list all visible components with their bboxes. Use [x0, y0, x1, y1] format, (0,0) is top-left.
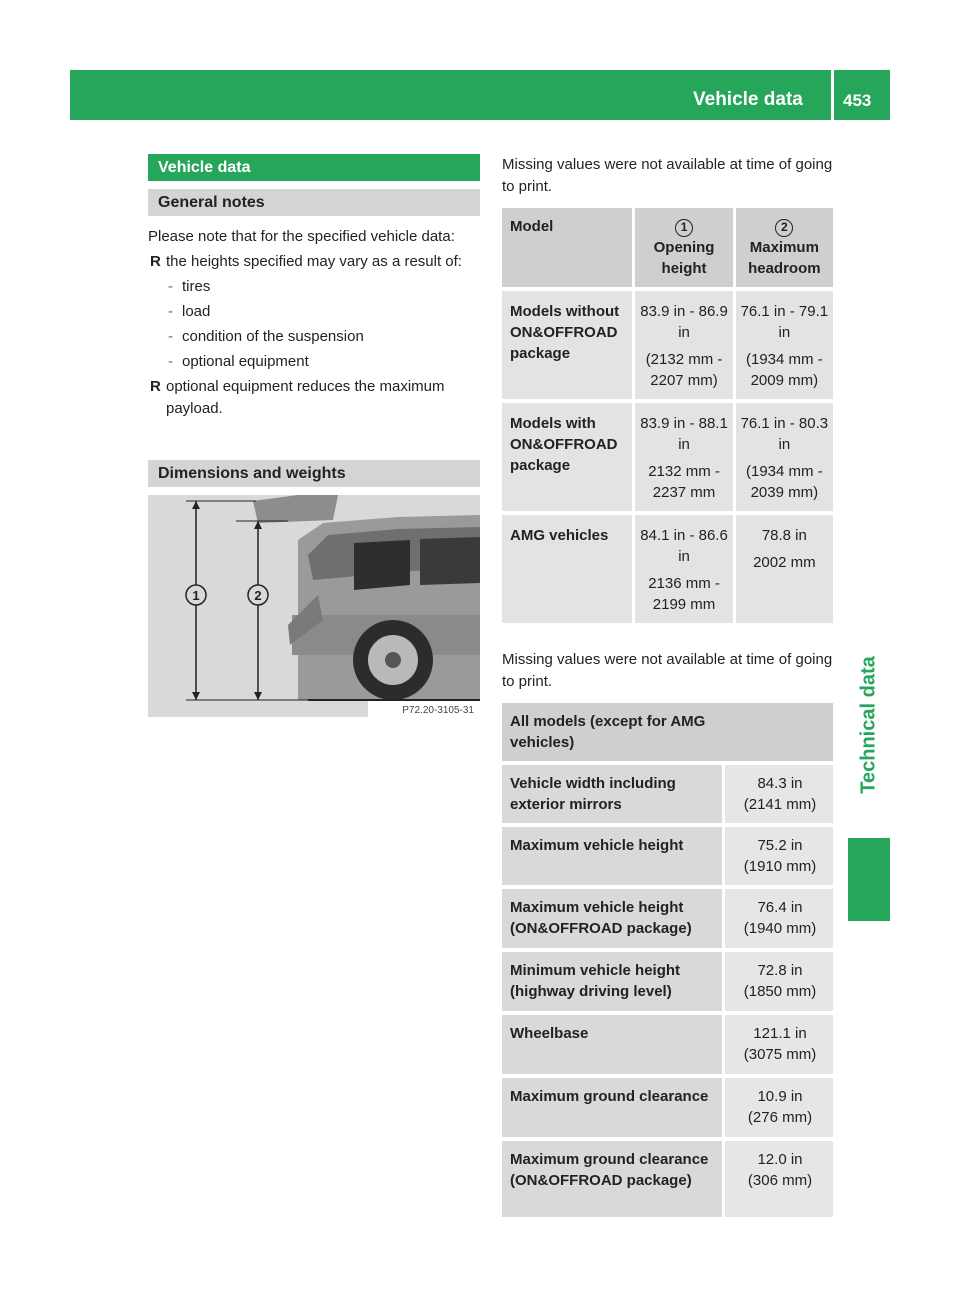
value-in: 84.3 in [757, 775, 803, 792]
general-notes-list [148, 251, 480, 420]
value-mm: (1940 mm) [743, 920, 817, 937]
table-header-label: All models (except for AMG vehicles) [510, 713, 706, 751]
table-header-row [502, 703, 833, 761]
value-in: 121.1 in [753, 1025, 807, 1042]
sub-list-item-text: optional equipment [182, 353, 309, 370]
column-header-opening [632, 208, 732, 287]
sub-list-item [148, 326, 480, 348]
right-column [502, 154, 834, 1217]
table-row [502, 1141, 833, 1217]
table-row [502, 515, 833, 623]
table-row [502, 952, 833, 1011]
table-row [502, 1015, 833, 1074]
headroom-cell [733, 515, 833, 623]
table-header [502, 703, 833, 761]
table-row [502, 765, 833, 823]
vehicle-dimensions-table [502, 703, 833, 1217]
value-mm: 2132 mm - 2237 mm [648, 463, 720, 501]
figure-code: P72.20-3105-31 [402, 705, 474, 716]
table-header-row [502, 208, 833, 287]
sub-list-item [148, 301, 480, 323]
list-item [148, 251, 480, 273]
opening-height-table [502, 208, 833, 623]
dash-marker: - [168, 278, 173, 295]
dimension-value [722, 765, 833, 823]
value-mm: 2136 mm - 2199 mm [648, 575, 720, 613]
dimension-value [722, 1078, 833, 1137]
value-in: 83.9 in - 86.9 in [640, 303, 728, 341]
value-mm: (2141 mm) [743, 796, 817, 813]
model-cell: Models without ON&OFFROAD package [502, 291, 632, 399]
column-header-opening-label: Opening height [653, 239, 715, 277]
table-row [502, 827, 833, 885]
value-mm: (2132 mm - 2207 mm) [645, 351, 723, 389]
value-in: 76.1 in - 80.3 in [740, 415, 829, 453]
dimension-value [722, 1141, 833, 1217]
value-mm: (1910 mm) [743, 858, 817, 875]
bullet-marker: R [150, 378, 161, 395]
marker-2: 2 [254, 588, 262, 603]
left-column [148, 154, 480, 717]
dimension-label: Maximum vehicle height [502, 827, 722, 885]
table-row [502, 1078, 833, 1137]
sub-list-item-text: load [182, 303, 211, 320]
value-in: 76.1 in - 79.1 in [740, 303, 829, 341]
page-header-title: Vehicle data [693, 89, 803, 110]
opening-cell [632, 291, 732, 399]
table-row [502, 889, 833, 948]
value-mm: (1934 mm - 2009 mm) [746, 351, 823, 389]
side-tab-label: Technical data [857, 656, 880, 794]
dash-marker: - [168, 303, 173, 320]
dimension-label: Vehicle width including exterior mirrors [502, 765, 722, 823]
page-number: 453 [843, 91, 872, 110]
marker-1-icon: 1 [675, 219, 693, 237]
dimension-label: Wheelbase [502, 1015, 722, 1074]
dimension-label: Minimum vehicle height (highway driving level) [502, 952, 722, 1011]
vehicle-height-diagram [148, 495, 480, 717]
marker-2-icon: 2 [775, 219, 793, 237]
column-header-headroom-label: Maximum headroom [748, 239, 821, 277]
sub-list-item [148, 276, 480, 298]
dash-marker: - [168, 328, 173, 345]
opening-cell [632, 515, 732, 623]
section-title: Vehicle data [148, 154, 480, 181]
model-cell: AMG vehicles [502, 515, 632, 623]
headroom-cell [733, 403, 833, 511]
table-row [502, 291, 833, 399]
value-mm: (276 mm) [747, 1109, 813, 1126]
model-cell: Models with ON&OFFROAD package [502, 403, 632, 511]
value-in: 75.2 in [757, 837, 803, 854]
column-header-model: Model [502, 208, 632, 287]
value-in: 76.4 in [757, 899, 803, 916]
value-mm: (3075 mm) [743, 1046, 817, 1063]
sub-list-item-text: tires [182, 278, 211, 295]
opening-cell [632, 403, 732, 511]
dash-marker: - [168, 353, 173, 370]
dimension-label: Maximum vehicle height (ON&OFFROAD package) [502, 889, 722, 948]
list-item [148, 376, 480, 420]
sub-list-item-text: condition of the suspension [182, 328, 364, 345]
list-item-text: optional equipment reduces the maximum payload. [166, 378, 445, 417]
value-in: 78.8 in [761, 527, 807, 544]
dimension-value [722, 1015, 833, 1074]
value-mm: (1934 mm - 2039 mm) [746, 463, 823, 501]
table-row [502, 403, 833, 511]
value-in: 72.8 in [757, 962, 803, 979]
general-notes-intro: Please note that for the specified vehicle data: [148, 228, 455, 245]
dimension-value [722, 827, 833, 885]
general-notes-title: General notes [148, 189, 480, 216]
bullet-marker: R [150, 253, 161, 270]
availability-note: Missing values were not available at time of going to print. [502, 651, 833, 690]
dimension-value [722, 952, 833, 1011]
list-item-text: the heights specified may vary as a result of: [166, 253, 462, 270]
value-in: 84.1 in - 86.6 in [640, 527, 728, 565]
sub-list-item [148, 351, 480, 373]
availability-note: Missing values were not available at time of going to print. [502, 156, 833, 195]
dimension-label: Maximum ground clearance [502, 1078, 722, 1137]
column-header-headroom [733, 208, 833, 287]
value-in: 12.0 in [757, 1151, 803, 1168]
dimension-value [722, 889, 833, 948]
header-divider [831, 70, 834, 120]
value-mm: (1850 mm) [743, 983, 817, 1000]
headroom-cell [733, 291, 833, 399]
vehicle-illustration [148, 495, 480, 717]
value-mm: 2002 mm [753, 554, 816, 571]
value-in: 10.9 in [757, 1088, 803, 1105]
dimension-label: Maximum ground clearance (ON&OFFROAD package) [502, 1141, 722, 1217]
side-tab-marker [848, 838, 890, 921]
marker-1: 1 [192, 588, 200, 603]
dimensions-title: Dimensions and weights [148, 460, 480, 487]
value-mm: (306 mm) [747, 1172, 813, 1189]
value-in: 83.9 in - 88.1 in [640, 415, 728, 453]
